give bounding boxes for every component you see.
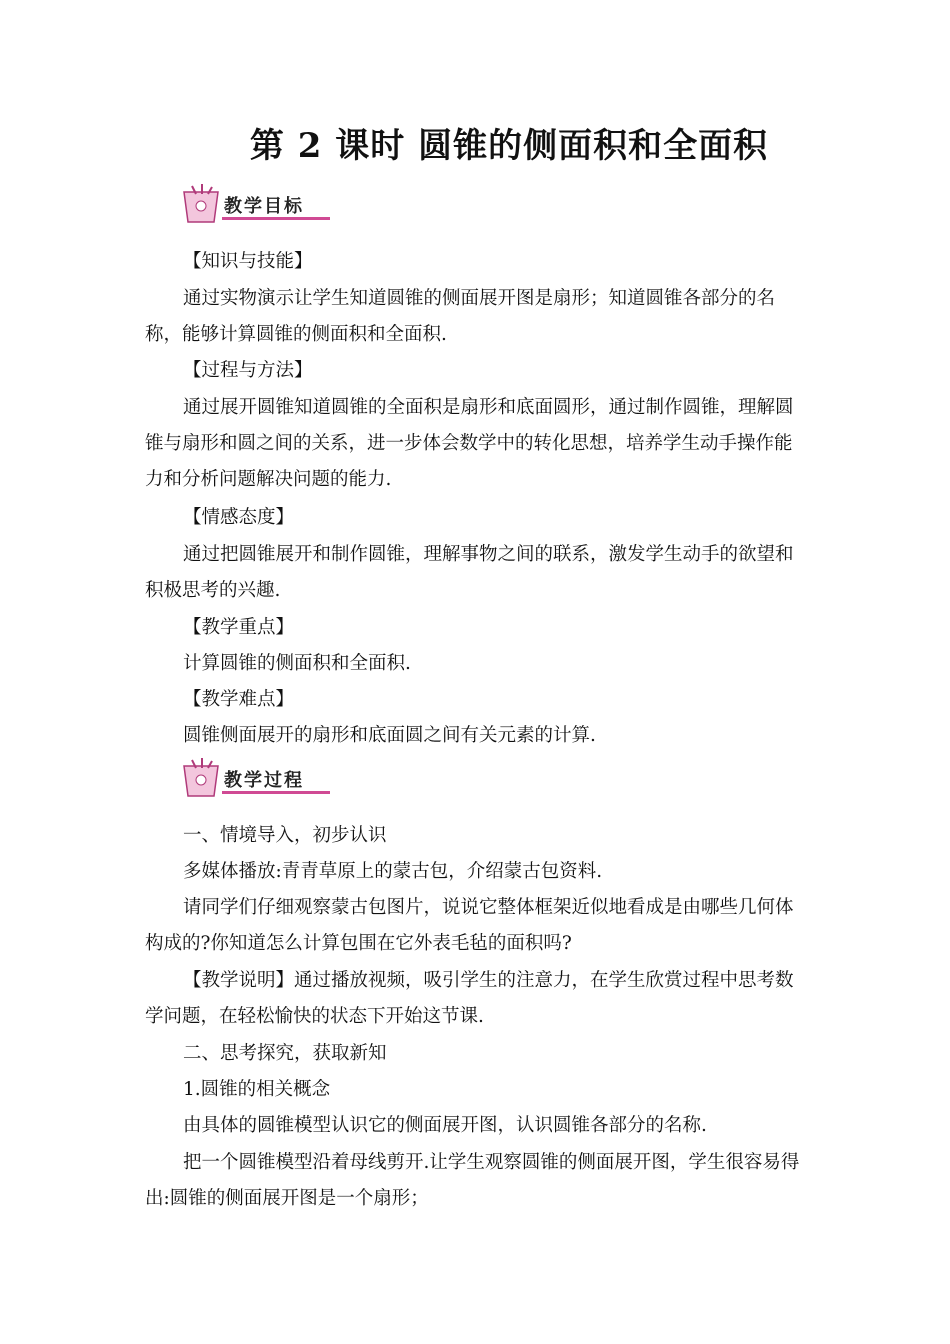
paragraph-teaching-note: 【教学说明】通过播放视频，吸引学生的注意力，在学生欣赏过程中思考数学问题，在轻松愉快的状态下开始这节课. [145,970,794,1027]
paragraph-explore-heading: 二、思考探究，获取新知 [183,1043,387,1064]
section-badge-process [178,758,330,800]
badge-label: 教学目标 [224,196,304,217]
heading-difficulty: 【教学难点】 [183,689,295,710]
pen-holder-icon [178,184,226,226]
page-title: 第 2 课时 圆锥的侧面积和全面积 [249,126,769,166]
badge-underline [222,791,330,794]
paragraph-key-point: 计算圆锥的侧面积和全面积. [183,653,411,674]
paragraph-knowledge: 通过实物演示让学生知道圆锥的侧面展开图是扇形；知道圆锥各部分的名称，能够计算圆锥的侧面积和全面积. [145,288,776,345]
paragraph-process: 通过展开圆锥知道圆锥的全面积是扇形和底面圆形，通过制作圆锥，理解圆锥与扇形和圆之间的关系，进一步体会数学中的转化思想，培养学生动手操作能力和分析问题解决问题的能力. [145,397,794,490]
paragraph-attitude: 通过把圆锥展开和制作圆锥，理解事物之间的联系，激发学生动手的欲望和积极思考的兴趣. [145,544,794,601]
badge-label: 教学过程 [224,770,304,791]
paragraph-multimedia: 多媒体播放:青青草原上的蒙古包，介绍蒙古包资料. [183,861,603,882]
paragraph-observe: 请同学们仔细观察蒙古包图片，说说它整体框架近似地看成是由哪些几何体构成的?你知道怎么计算包围在它外表毛毡的面积吗? [145,897,794,954]
paragraph-model: 由具体的圆锥模型认识它的侧面展开图，认识圆锥各部分的名称. [183,1115,707,1136]
paragraph-difficulty: 圆锥侧面展开的扇形和底面圆之间有关元素的计算. [183,725,596,746]
paragraph-unfold: 把一个圆锥模型沿着母线剪开.让学生观察圆锥的侧面展开图，学生很容易得出:圆锥的侧面展开图是一个扇形； [145,1152,800,1209]
heading-attitude: 【情感态度】 [183,507,295,528]
badge-underline [222,217,330,220]
heading-knowledge: 【知识与技能】 [183,251,313,272]
pen-holder-icon [178,758,226,800]
section-badge-objectives [178,184,330,226]
heading-process: 【过程与方法】 [183,360,313,381]
heading-key-point: 【教学重点】 [183,617,295,638]
paragraph-concept-heading: 1.圆锥的相关概念 [183,1079,331,1100]
paragraph-intro-heading: 一、情境导入，初步认识 [183,825,387,846]
